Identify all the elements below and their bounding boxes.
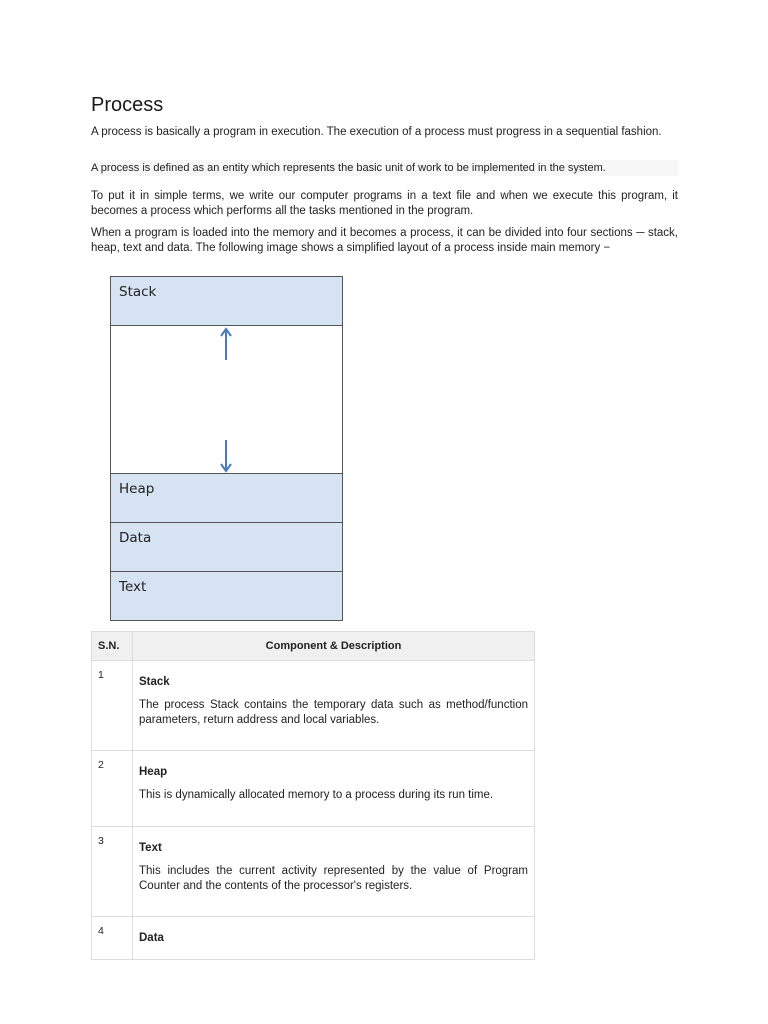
table-header-row (92, 632, 535, 661)
arrow-down-icon (219, 438, 233, 474)
header-component: Component & Description (133, 632, 535, 661)
row-number: 4 (92, 917, 133, 960)
row-body (133, 751, 535, 827)
row-number: 1 (92, 661, 133, 751)
simple-terms-paragraph: To put it in simple terms, we write our computer programs in a text file and when we execute this program, it becomes a process which performs all the tasks mentioned in the program. (91, 190, 678, 217)
component-name: Data (139, 932, 164, 944)
stack-segment (110, 276, 343, 326)
definition-callout: A process is defined as an entity which represents the basic unit of work to be implemented in the system. (91, 160, 678, 176)
component-name: Heap (139, 766, 168, 778)
free-memory-segment (110, 325, 343, 474)
arrow-up-icon (219, 326, 233, 362)
components-table (91, 631, 535, 960)
memory-layout-diagram (110, 276, 343, 621)
row-body (133, 661, 535, 751)
text-segment (110, 571, 343, 621)
segment-label: Data (119, 530, 152, 546)
component-name: Text (139, 842, 162, 854)
heap-segment (110, 473, 343, 523)
row-number: 3 (92, 827, 133, 917)
sections-paragraph: When a program is loaded into the memory and it becomes a process, it can be divided into four sections ─ stack, heap, text and data. The following image shows a simplified layout of a process inside main memory − (91, 227, 678, 254)
header-sn: S.N. (92, 632, 133, 661)
component-description: The process Stack contains the temporary data such as method/function parameters, return address and local variables. (139, 699, 528, 726)
component-description: This includes the current activity represented by the value of Program Counter and the contents of the processor's registers. (139, 865, 528, 892)
table-row (92, 661, 535, 751)
segment-label: Heap (119, 481, 155, 497)
row-number: 2 (92, 751, 133, 827)
component-name: Stack (139, 676, 170, 688)
segment-label: Text (119, 579, 147, 595)
data-segment (110, 522, 343, 572)
segment-label: Stack (119, 284, 157, 300)
page-title: Process (91, 94, 164, 116)
intro-paragraph: A process is basically a program in execution. The execution of a process must progress in a sequential fashion. (91, 126, 662, 138)
row-body (133, 827, 535, 917)
table-row (92, 917, 535, 960)
component-description: This is dynamically allocated memory to a process during its run time. (139, 789, 494, 801)
table-row (92, 751, 535, 827)
table-row (92, 827, 535, 917)
row-body (133, 917, 535, 960)
